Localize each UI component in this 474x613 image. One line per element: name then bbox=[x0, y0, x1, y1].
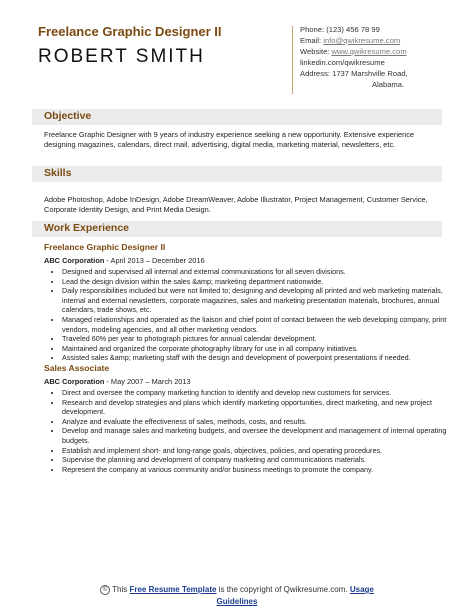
bullet-item: • Lead the design division within the sales &amp; marketing department nationwide. bbox=[62, 277, 448, 287]
copyright-icon: © bbox=[100, 585, 110, 595]
contact-address-line2: Alabama. bbox=[372, 80, 405, 89]
contact-website bbox=[300, 46, 470, 57]
contact-block bbox=[300, 24, 470, 90]
skills-text: Adobe Photoshop, Adobe InDesign, Adobe DreamWeaver, Adobe Illustrator, Project Management, Customer Service, Corporate Identity Design, and Print Media Design. bbox=[44, 195, 428, 214]
skills-title: Skills bbox=[44, 167, 72, 179]
bullet-item: • Develop and manage sales and marketing budgets, and oversee the development and management of internal operating budgets. bbox=[62, 426, 448, 445]
contact-phone bbox=[300, 24, 470, 35]
job-role: Sales Associate bbox=[44, 363, 110, 373]
job-company-line bbox=[44, 377, 191, 386]
website-link[interactable]: www.qwikresume.com bbox=[331, 47, 407, 56]
bullet-item: • Establish and implement short- and long-range goals, objectives, policies, and operating procedures. bbox=[62, 446, 448, 456]
objective-text: Freelance Graphic Designer with 9 years of industry experience seeking a new opportunity. Extensive experience designing magazines, calendars, direct mail, advertising, digital media, marketing material, newsletters, etc. bbox=[44, 130, 415, 149]
objective-bar bbox=[32, 109, 442, 125]
job-company: ABC Corporation bbox=[44, 377, 105, 386]
phone-value: (123) 456 78 99 bbox=[326, 25, 380, 34]
free-resume-template-link[interactable]: Free Resume Template bbox=[129, 585, 217, 594]
header-job-title: Freelance Graphic Designer II bbox=[38, 24, 222, 39]
contact-email bbox=[300, 35, 470, 46]
bullet-item: • Managed relationships and operated as the liaison and chief point of contact between the web developing company, print vendors, modeling agencies, and all other marketing vendors. bbox=[62, 315, 448, 334]
bullet-item: • Daily responsibilities included but were not limited to; designing and developing all printed and web marketing materials, internal and external newsletters, corporate magazines, sales and marketing presentation materials, brochures, annual calendars, trade shows, etc. bbox=[62, 286, 448, 315]
job-company: ABC Corporation bbox=[44, 256, 105, 265]
address-value: 1737 Marshville Road, bbox=[332, 69, 408, 78]
usage-link[interactable]: Usage bbox=[349, 585, 374, 594]
bullet-item: • Maintained and organized the corporate photography library for use in all company initiatives. bbox=[62, 344, 448, 354]
job-dates: - April 2013 – December 2016 bbox=[104, 256, 205, 265]
job-bullets bbox=[44, 388, 448, 474]
objective-title: Objective bbox=[44, 110, 92, 122]
address-label: Address: bbox=[300, 69, 330, 78]
bullet-item: • Supervise the planning and development of company marketing and communications materials. bbox=[62, 455, 448, 465]
footer-prefix: This bbox=[112, 585, 130, 594]
bullet-item: • Designed and supervised all internal and external communications for all seven divisions. bbox=[62, 267, 448, 277]
footer bbox=[0, 584, 474, 608]
contact-address bbox=[300, 68, 470, 79]
bullet-item: • Analyze and evaluate the effectiveness of sales, methods, costs, and results. bbox=[62, 417, 448, 427]
job-dates: - May 2007 – March 2013 bbox=[104, 377, 191, 386]
bullet-item: • Traveled 60% per year to photograph pictures for annual calendar development. bbox=[62, 334, 448, 344]
contact-divider bbox=[292, 26, 293, 94]
candidate-name: ROBERT SMITH bbox=[38, 46, 205, 67]
website-label: Website: bbox=[300, 47, 330, 56]
footer-middle: is the copyright of Qwikresume.com. bbox=[216, 585, 350, 594]
job-bullets bbox=[44, 267, 448, 363]
work-title: Work Experience bbox=[44, 222, 130, 234]
guidelines-link[interactable]: Guidelines bbox=[216, 597, 258, 606]
job-company-line bbox=[44, 256, 205, 265]
contact-linkedin: linkedin.com/qwikresume bbox=[300, 58, 385, 67]
bullet-item: • Assisted sales &amp; marketing staff with the design and development of powerpoint presentations if needed. bbox=[62, 353, 448, 363]
skills-bar bbox=[32, 166, 442, 182]
bullet-item: • Represent the company at various community and/or business meetings to promote the company. bbox=[62, 465, 448, 475]
email-label: Email: bbox=[300, 36, 322, 45]
email-link[interactable]: info@qwikresume.com bbox=[323, 36, 401, 45]
job-role: Freelance Graphic Designer II bbox=[44, 242, 166, 252]
phone-label: Phone: bbox=[300, 25, 325, 34]
bullet-item: • Research and develop strategies and plans which identify marketing opportunities, direct marketing, and new project development. bbox=[62, 398, 448, 417]
bullet-item: • Direct and oversee the company marketing function to identify and develop new customers for services. bbox=[62, 388, 448, 398]
